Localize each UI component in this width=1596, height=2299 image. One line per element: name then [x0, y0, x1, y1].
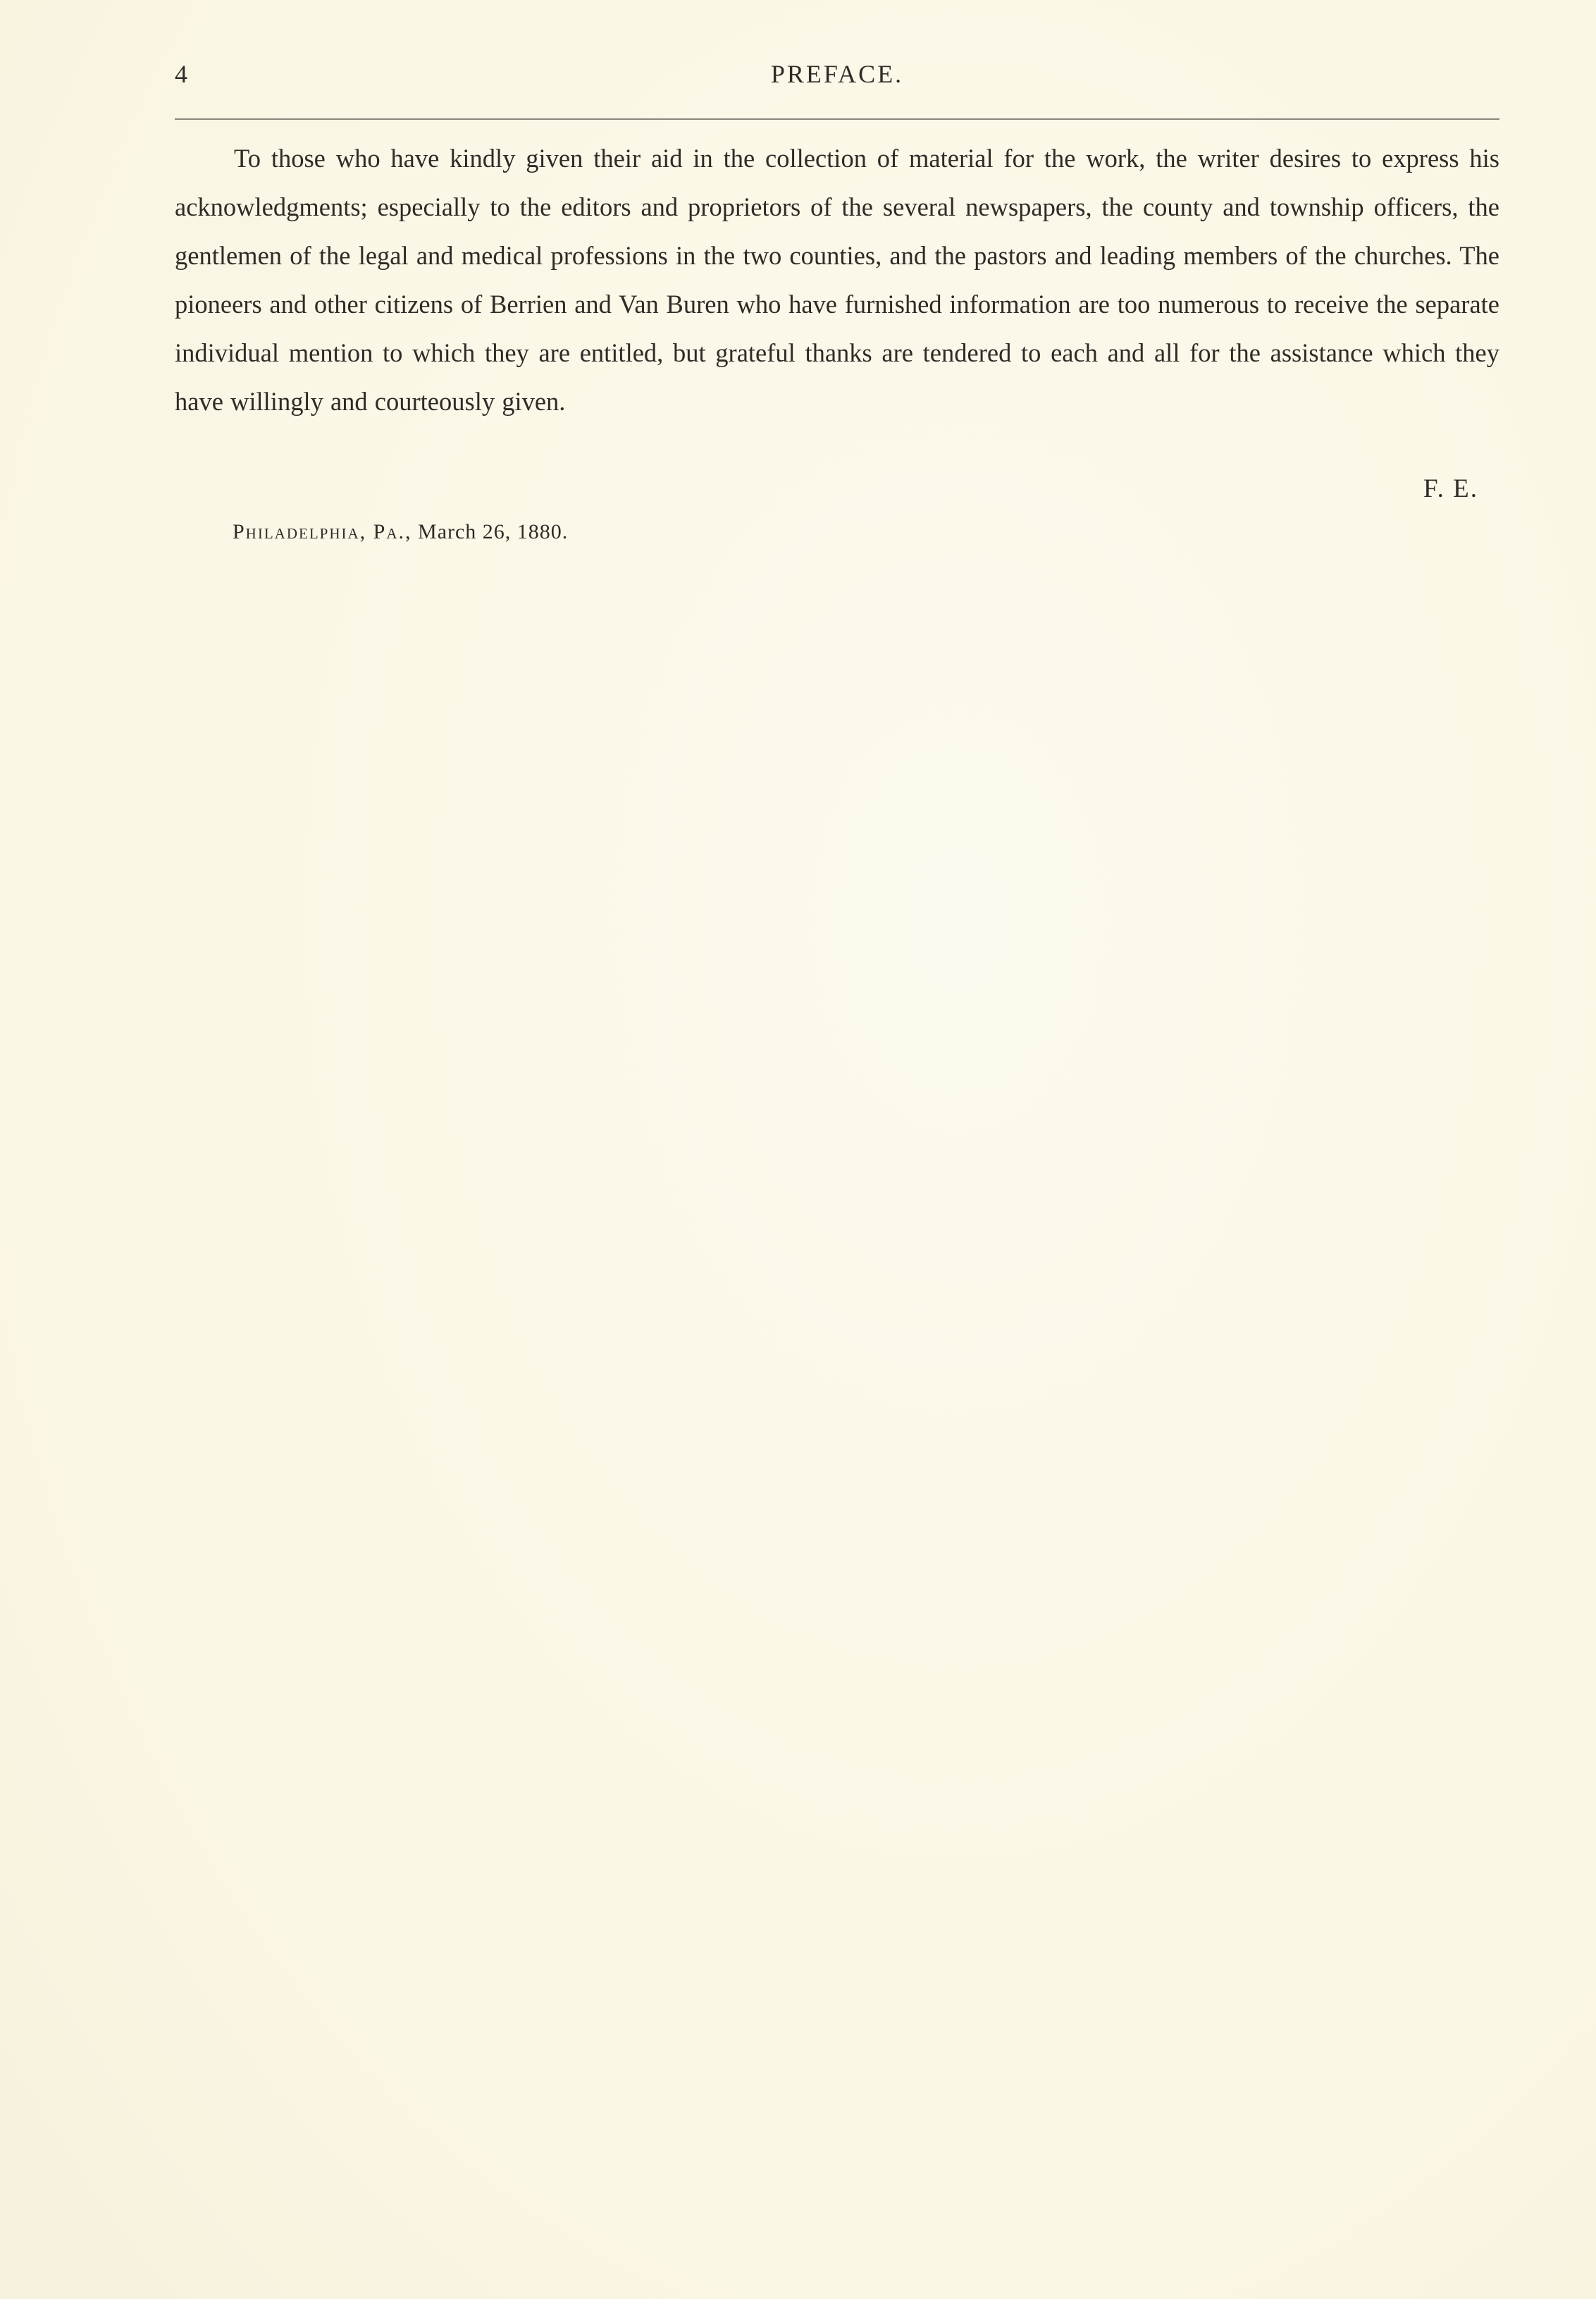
- header-rule: [175, 118, 1499, 120]
- author-initials: F. E.: [1423, 474, 1478, 503]
- place-date-line: [233, 520, 568, 544]
- date: March 26, 1880.: [418, 520, 569, 543]
- page-header: [175, 59, 1499, 101]
- place-name: Philadelphia, Pa.,: [233, 520, 412, 543]
- preface-paragraph: To those who have kindly given their aid in the collection of material for the work, the writer desires to express his acknowledgments; especially to the editors and proprietors of the several newspapers, the county and township officers, the gentlemen of the legal and medical professions in the two counties, and the pastors and leading members of the churches. The pioneers and other citizens of Berrien and Van Buren who have furnished information are too numerous to receive the separate individual mention to which they are entitled, but grateful thanks are tendered to each and all for the assistance which they have willingly and courteously given.: [175, 144, 1499, 416]
- page-number: 4: [175, 60, 188, 88]
- running-head: PREFACE.: [770, 60, 904, 88]
